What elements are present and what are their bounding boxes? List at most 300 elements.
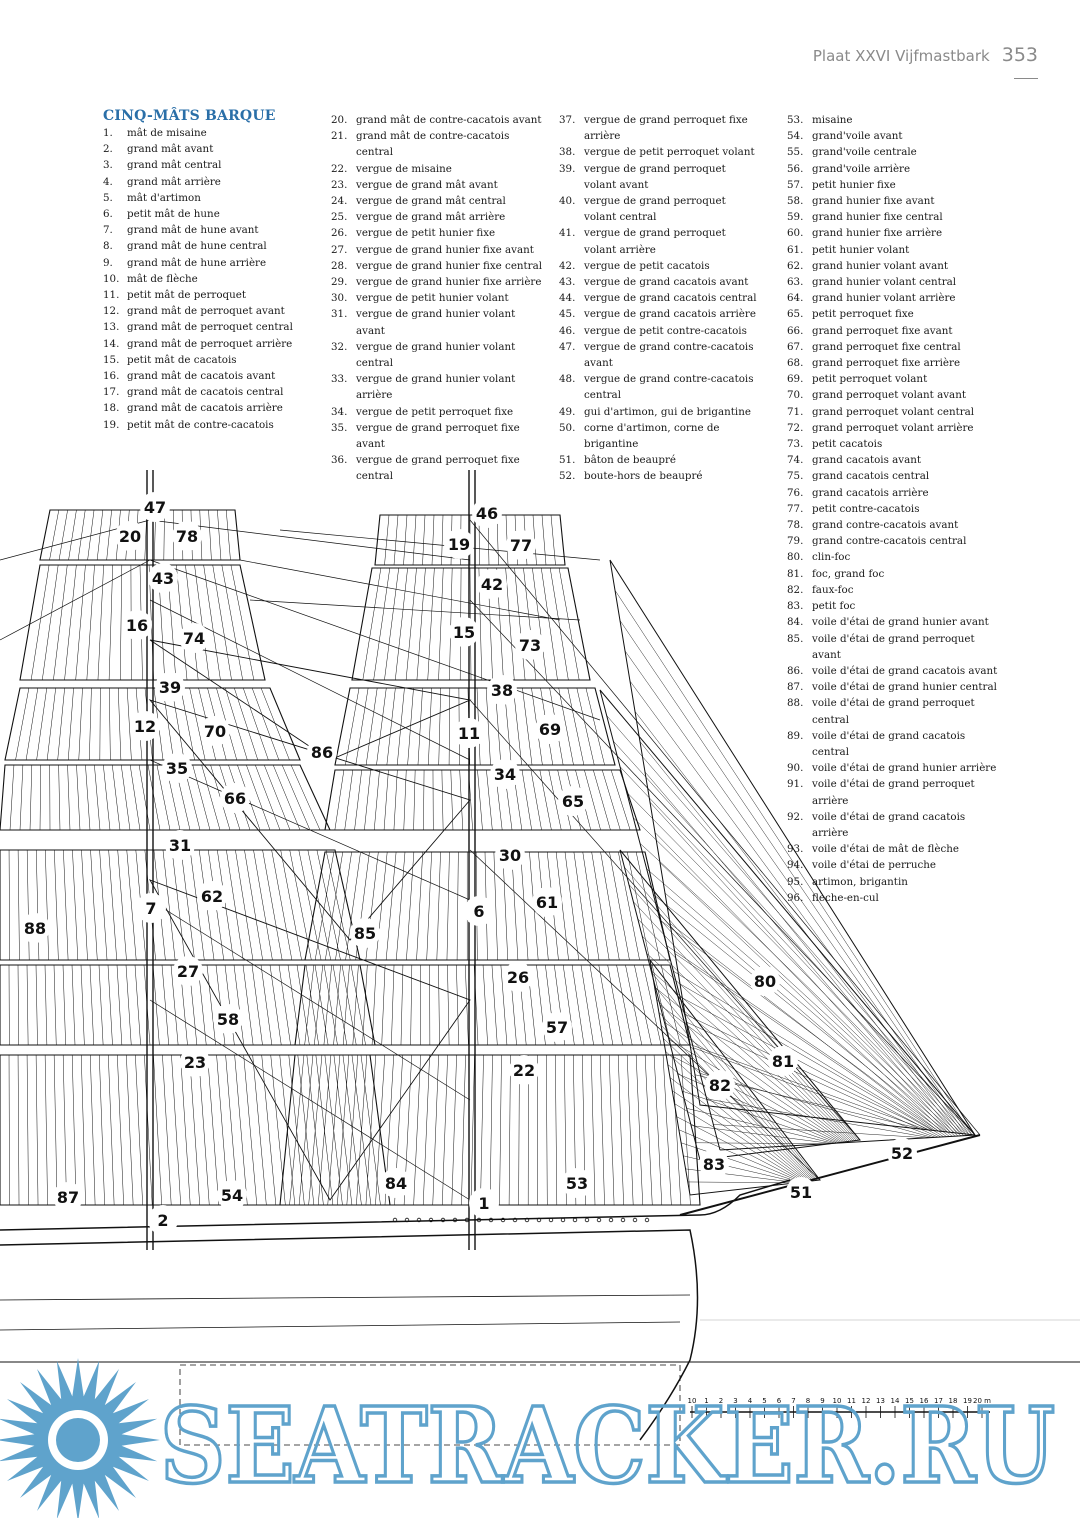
sail-seam xyxy=(72,850,77,960)
legend-item-number: 27. xyxy=(331,242,356,258)
sail-seam xyxy=(81,850,87,960)
legend-item-number: 34. xyxy=(331,404,356,420)
legend-item-text: grand perroquet fixe arrière xyxy=(812,355,1002,371)
legend-item-number: 69. xyxy=(787,371,812,387)
legend-item-text: faux-foc xyxy=(812,582,1002,598)
sail-seam xyxy=(263,850,283,960)
sail-seam xyxy=(337,1055,349,1205)
legend-item-number: 55. xyxy=(787,144,812,160)
legend-item xyxy=(103,141,318,157)
callout-number: 23 xyxy=(184,1053,206,1072)
sail-seam xyxy=(54,850,58,960)
legend-item-number: 76. xyxy=(787,485,812,501)
sail-seam xyxy=(428,568,435,680)
sail-seam xyxy=(20,765,23,830)
legend-item xyxy=(787,144,1002,160)
scale-label: 7 xyxy=(791,1397,795,1405)
legend-item-number: 63. xyxy=(787,274,812,290)
sail-seam xyxy=(279,965,291,1045)
sail-seam xyxy=(97,510,103,560)
sail-seam xyxy=(376,852,387,960)
legend-item-number: 36. xyxy=(331,452,356,484)
sail-seam xyxy=(243,688,268,760)
legend-item-text: voile d'étai de mât de flèche xyxy=(812,841,1002,857)
sail-seam xyxy=(447,852,450,960)
legend-item xyxy=(787,339,1002,355)
callout-number: 69 xyxy=(539,720,561,739)
callout-number: 74 xyxy=(183,629,205,648)
sail-seam xyxy=(471,1055,475,1205)
legend-item-number: 42. xyxy=(559,258,584,274)
legend-item-text: vergue de grand perroquet volant arrière xyxy=(584,225,759,257)
sail-seam xyxy=(252,965,263,1045)
sail-seam xyxy=(611,770,630,830)
legend-item xyxy=(559,306,759,322)
sail-seam xyxy=(36,850,39,960)
sail-seam xyxy=(355,770,362,830)
sail-seam xyxy=(460,770,463,830)
callout-number: 51 xyxy=(790,1183,812,1202)
legend-item-number: 38. xyxy=(559,144,584,160)
scale-label: 4 xyxy=(748,1397,753,1405)
sail-seam xyxy=(442,515,444,565)
scale-label: 15 xyxy=(905,1397,914,1405)
sail-seam xyxy=(54,1055,57,1205)
legend-item-text: vergue de grand contre-cacatois avant xyxy=(584,339,759,371)
sail-seam xyxy=(77,765,80,830)
callout-number: 16 xyxy=(126,616,148,635)
legend-item xyxy=(103,400,318,416)
legend-item-text: vergue de grand mât avant xyxy=(356,177,546,193)
sail-seam xyxy=(384,770,388,830)
sail-seam xyxy=(195,565,210,680)
legend-item xyxy=(103,417,318,433)
scale-label: 3 xyxy=(733,1397,737,1405)
sail-seam xyxy=(47,688,56,760)
scale-label: 5 xyxy=(762,1397,766,1405)
sail-seam xyxy=(673,1057,838,1143)
sail-seam xyxy=(45,1055,47,1205)
sail-seam xyxy=(670,1078,807,1182)
legend-item-text: petit contre-cacatois xyxy=(812,501,1002,517)
sail-seam xyxy=(418,688,423,765)
sail-seam xyxy=(81,965,84,1045)
legend-item xyxy=(559,225,759,257)
legend-item xyxy=(103,125,318,141)
sail-seam xyxy=(208,1055,219,1205)
sail-seam xyxy=(483,965,488,1045)
sail-seam xyxy=(541,568,557,680)
sail-seam xyxy=(618,1055,623,1205)
legend-item-number: 18. xyxy=(103,400,127,416)
sail-seam xyxy=(404,515,408,565)
sail-seam xyxy=(599,965,613,1045)
legend-item-number: 5. xyxy=(103,190,127,206)
sail-seam xyxy=(190,1055,200,1205)
legend-item-text: misaine xyxy=(812,112,1002,128)
legend-item-text: grand contre-cacatois central xyxy=(812,533,1002,549)
sail-seam xyxy=(117,1055,123,1205)
callout-number: 1 xyxy=(478,1194,489,1213)
legend-item-number: 89. xyxy=(787,728,812,760)
sail-seam xyxy=(171,1055,180,1205)
legend-item-text: mât de flèche xyxy=(127,271,318,287)
square-sail xyxy=(0,1055,390,1205)
sail-seam xyxy=(457,852,458,960)
sail-seam xyxy=(654,986,817,1180)
sail-seam xyxy=(574,852,589,960)
legend-item-number: 82. xyxy=(787,582,812,598)
legend-item-number: 91. xyxy=(787,776,812,808)
legend-item-text: vergue de grand perroquet fixe arrière xyxy=(584,112,759,144)
sail-seam xyxy=(592,852,610,960)
callout-number: 11 xyxy=(458,724,480,743)
legend-column-1 xyxy=(103,108,318,433)
legend-item xyxy=(103,190,318,206)
jib-sail xyxy=(650,960,820,1195)
sail-seam xyxy=(413,515,416,565)
sail-seam xyxy=(85,765,90,830)
sail-seam xyxy=(645,1055,652,1205)
legend-item-number: 30. xyxy=(331,290,356,306)
sail-seam xyxy=(78,510,85,560)
legend-item-text: grand cacatois arrière xyxy=(812,485,1002,501)
legend-item-text: vergue de grand mât arrière xyxy=(356,209,546,225)
sail-seam xyxy=(45,850,48,960)
bowsprit xyxy=(680,1135,980,1215)
sail-seam xyxy=(654,1055,662,1205)
legend-item xyxy=(103,352,318,368)
legend-item-text: vergue de grand cacatois central xyxy=(584,290,759,306)
sail-seam xyxy=(27,965,28,1045)
legend-item-text: mât d'artimon xyxy=(127,190,318,206)
legend-item-text: voile d'étai de grand perroquet arrière xyxy=(812,776,1002,808)
legend-item-text: petit foc xyxy=(812,598,1002,614)
sail-seam xyxy=(374,568,390,680)
sail-seam xyxy=(100,850,107,960)
legend-item-text: voile d'étai de grand perroquet central xyxy=(812,695,1002,727)
legend-item-text: corne d'artimon, corne de brigantine xyxy=(584,420,759,452)
sail-seam xyxy=(270,965,281,1045)
sail-seam xyxy=(617,965,633,1045)
legend-item-text: grand'voile avant xyxy=(812,128,1002,144)
legend-item xyxy=(787,323,1002,339)
sail-seam xyxy=(37,688,47,760)
sail-seam xyxy=(345,770,353,830)
sail-seam xyxy=(577,688,594,765)
legend-item xyxy=(103,336,318,352)
sail-seam xyxy=(231,565,254,680)
sail-seam xyxy=(540,770,552,830)
legend-item-number: 94. xyxy=(787,857,812,873)
legend-item-number: 66. xyxy=(787,323,812,339)
sail-seam xyxy=(90,965,94,1045)
legend-item-text: grand mât de contre-cacatois central xyxy=(356,128,546,160)
sail-seam xyxy=(423,515,426,565)
sail-seam xyxy=(480,1055,483,1205)
legend-item xyxy=(331,404,546,420)
rigging-line xyxy=(240,560,560,620)
callout-number: 22 xyxy=(513,1061,535,1080)
callout-number: 15 xyxy=(453,623,475,642)
legend-item xyxy=(331,177,546,193)
legend-item-text: voile d'étai de grand cacatois central xyxy=(812,728,1002,760)
legend-item-text: vergue de grand mât central xyxy=(356,193,546,209)
scale-label: 2 xyxy=(719,1397,723,1405)
sail-seam xyxy=(99,965,103,1045)
legend-item-text: petit hunier fixe xyxy=(812,177,1002,193)
sail-seam xyxy=(635,711,960,1133)
sail-seam xyxy=(406,568,416,680)
scale-label: 20 m xyxy=(973,1397,991,1405)
porthole xyxy=(597,1218,601,1222)
sail-seam xyxy=(153,1055,161,1205)
legend-item-text: grand mât de perroquet central xyxy=(127,319,318,335)
legend-item xyxy=(559,339,759,371)
sail-seam xyxy=(600,1055,604,1205)
legend-item-number: 49. xyxy=(559,404,584,420)
legend-item xyxy=(559,290,759,306)
callout-number: 38 xyxy=(491,681,513,700)
legend-item-text: grand mât arrière xyxy=(127,174,318,190)
legend-item-number: 47. xyxy=(559,339,584,371)
callout-number: 83 xyxy=(703,1155,725,1174)
legend-item-text: grand hunier volant avant xyxy=(812,258,1002,274)
legend-item-text: foc, grand foc xyxy=(812,566,1002,582)
sail-seam xyxy=(500,1055,502,1205)
rigging-line xyxy=(250,600,580,620)
sail-seam xyxy=(112,765,120,830)
callout-number: 2 xyxy=(157,1211,168,1230)
sail-seam xyxy=(586,688,605,765)
legend-item xyxy=(331,225,546,241)
legend-item-text: clin-foc xyxy=(812,549,1002,565)
legend-item-text: petit mât de cacatois xyxy=(127,352,318,368)
sail-seam xyxy=(68,688,73,760)
sail-seam xyxy=(364,770,370,830)
legend-item-number: 72. xyxy=(787,420,812,436)
legend-item-text: voile d'étai de grand perroquet avant xyxy=(812,631,1002,663)
sail-seam xyxy=(634,965,651,1045)
legend-item-number: 26. xyxy=(331,225,356,241)
legend-item xyxy=(103,157,318,173)
sail-seam xyxy=(406,852,414,960)
legend-item-number: 62. xyxy=(787,258,812,274)
sail-seam xyxy=(72,965,75,1045)
sail-seam xyxy=(261,965,272,1045)
sail-seam xyxy=(109,850,117,960)
sail-seam xyxy=(54,965,56,1045)
sail-seam xyxy=(207,965,216,1045)
sail-seam xyxy=(423,1055,429,1205)
legend-item xyxy=(103,303,318,319)
legend-item xyxy=(103,368,318,384)
callout-number: 85 xyxy=(354,924,376,943)
sail-seam xyxy=(376,688,386,765)
legend-item xyxy=(559,404,759,420)
sail-seam xyxy=(209,510,212,560)
sail-seam xyxy=(199,1055,210,1205)
sail-seam xyxy=(117,965,122,1045)
legend-item-number: 3. xyxy=(103,157,127,173)
legend-item-text: grand mât avant xyxy=(127,141,318,157)
sail-seam xyxy=(89,688,91,760)
sail-seam xyxy=(9,850,10,960)
legend-item-text: vergue de grand contre-cacatois central xyxy=(584,371,759,403)
legend-item xyxy=(331,339,546,371)
legend-item xyxy=(331,242,546,258)
legend-item xyxy=(103,287,318,303)
callout-number: 7 xyxy=(145,899,156,918)
legend-item-number: 48. xyxy=(559,371,584,403)
legend-item xyxy=(103,238,318,254)
callout-number: 34 xyxy=(494,765,516,784)
legend-item xyxy=(331,128,546,160)
sail-seam xyxy=(478,770,483,830)
sail-seam xyxy=(72,1055,76,1205)
legend-item xyxy=(103,174,318,190)
legend-item-number: 93. xyxy=(787,841,812,857)
sail-seam xyxy=(36,1055,38,1205)
legend-item-text: voile d'étai de perruche xyxy=(812,857,1002,873)
legend-item xyxy=(331,193,546,209)
legend-item-text: petit mât de perroquet xyxy=(127,287,318,303)
sail-seam xyxy=(335,852,351,960)
legend-item-number: 60. xyxy=(787,225,812,241)
sail-seam xyxy=(235,850,253,960)
callout-number: 53 xyxy=(566,1174,588,1193)
scale-label: 6 xyxy=(777,1397,782,1405)
sail-seam xyxy=(120,565,122,680)
legend-item xyxy=(787,290,1002,306)
callout-number: 58 xyxy=(217,1010,239,1029)
legend-item-number: 21. xyxy=(331,128,356,160)
callout-number: 73 xyxy=(519,636,541,655)
sail-seam xyxy=(226,510,230,560)
legend-item xyxy=(103,206,318,222)
callout-number: 84 xyxy=(385,1174,407,1193)
callout-number: 54 xyxy=(221,1186,243,1205)
legend-item-number: 92. xyxy=(787,809,812,841)
legend-item-text: grand'voile centrale xyxy=(812,144,1002,160)
legend-column-3 xyxy=(559,112,759,485)
legend-item-text: petit perroquet volant xyxy=(812,371,1002,387)
sail-seam xyxy=(30,765,32,830)
sail-seam xyxy=(542,515,546,565)
legend-item-number: 52. xyxy=(559,468,584,484)
legend-item-text: grand mât de cacatois central xyxy=(127,384,318,400)
sail-seam xyxy=(271,1055,286,1205)
porthole xyxy=(621,1218,625,1222)
legend-item-text: vergue de grand perroquet volant central xyxy=(584,193,759,225)
legend-item-text: grand hunier volant central xyxy=(812,274,1002,290)
legend-item xyxy=(103,384,318,400)
legend-item xyxy=(559,420,759,452)
sail-seam xyxy=(217,510,221,560)
legend-item-text: grand'voile arrière xyxy=(812,161,1002,177)
sail-seam xyxy=(386,852,396,960)
legend-item-number: 28. xyxy=(331,258,356,274)
legend-item-text: vergue de petit contre-cacatois xyxy=(584,323,759,339)
callout-number: 31 xyxy=(169,836,191,855)
legend-item-text: grand mât de hune central xyxy=(127,238,318,254)
legend-item-text: grand perroquet volant central xyxy=(812,404,1002,420)
legend-item-number: 44. xyxy=(559,290,584,306)
legend-item xyxy=(331,371,546,403)
legend-item-number: 39. xyxy=(559,161,584,193)
sail-seam xyxy=(601,852,620,960)
legend-item-number: 14. xyxy=(103,336,127,352)
sail-seam xyxy=(442,1055,447,1205)
sail-seam xyxy=(50,510,59,560)
callout-number: 46 xyxy=(476,504,498,523)
legend-item-number: 64. xyxy=(787,290,812,306)
sail-seam xyxy=(382,965,385,1045)
callout-number: 65 xyxy=(562,792,584,811)
legend-item-number: 75. xyxy=(787,468,812,484)
legend-item-text: vergue de petit cacatois xyxy=(584,258,759,274)
legend-item-number: 78. xyxy=(787,517,812,533)
sail-seam xyxy=(394,515,398,565)
legend-item-text: grand mât de cacatois avant xyxy=(127,368,318,384)
legend-item xyxy=(559,258,759,274)
legend-item-number: 88. xyxy=(787,695,812,727)
legend-item-number: 80. xyxy=(787,549,812,565)
sail-seam xyxy=(162,965,169,1045)
callout-number: 42 xyxy=(481,575,503,594)
legend-item-number: 1. xyxy=(103,125,127,141)
callout-number: 88 xyxy=(24,919,46,938)
sail-seam xyxy=(90,1055,95,1205)
legend-item-number: 32. xyxy=(331,339,356,371)
legend-item-text: vergue de grand hunier volant central xyxy=(356,339,546,371)
legend-item xyxy=(559,323,759,339)
sail-seam xyxy=(356,688,368,765)
legend-item xyxy=(787,258,1002,274)
legend-item-number: 8. xyxy=(103,238,127,254)
sail-seam xyxy=(36,965,38,1045)
sail-seam xyxy=(315,852,334,960)
sail-seam xyxy=(620,767,967,1136)
sail-seam xyxy=(627,792,964,1135)
sail-seam xyxy=(673,971,944,1137)
watermark xyxy=(0,1338,1080,1518)
legend-item-number: 11. xyxy=(103,287,127,303)
legend-item-text: voile d'étai de grand cacatois arrière xyxy=(812,809,1002,841)
sail-seam xyxy=(58,688,65,760)
legend-item-text: gui d'artimon, gui de brigantine xyxy=(584,404,759,420)
legend-item-text: grand contre-cacatois avant xyxy=(812,517,1002,533)
sail-seam xyxy=(432,515,434,565)
legend-item-text: grand mât central xyxy=(127,157,318,173)
legend-item-text: vergue de misaine xyxy=(356,161,546,177)
sail-seam xyxy=(135,1055,142,1205)
sail-seam xyxy=(87,565,95,680)
legend-item-text: vergue de grand perroquet volant avant xyxy=(584,161,759,193)
callout-number: 70 xyxy=(204,722,226,741)
legend-item-number: 85. xyxy=(787,631,812,663)
sail-seam xyxy=(118,688,121,760)
callout-number: 66 xyxy=(224,789,246,808)
sail-seam xyxy=(68,765,70,830)
legend-item-number: 23. xyxy=(331,177,356,193)
legend-item xyxy=(787,404,1002,420)
sail-seam xyxy=(126,1055,133,1205)
legend-item-number: 77. xyxy=(787,501,812,517)
sail-seam xyxy=(449,688,450,765)
legend-item xyxy=(787,274,1002,290)
legend-item xyxy=(331,161,546,177)
